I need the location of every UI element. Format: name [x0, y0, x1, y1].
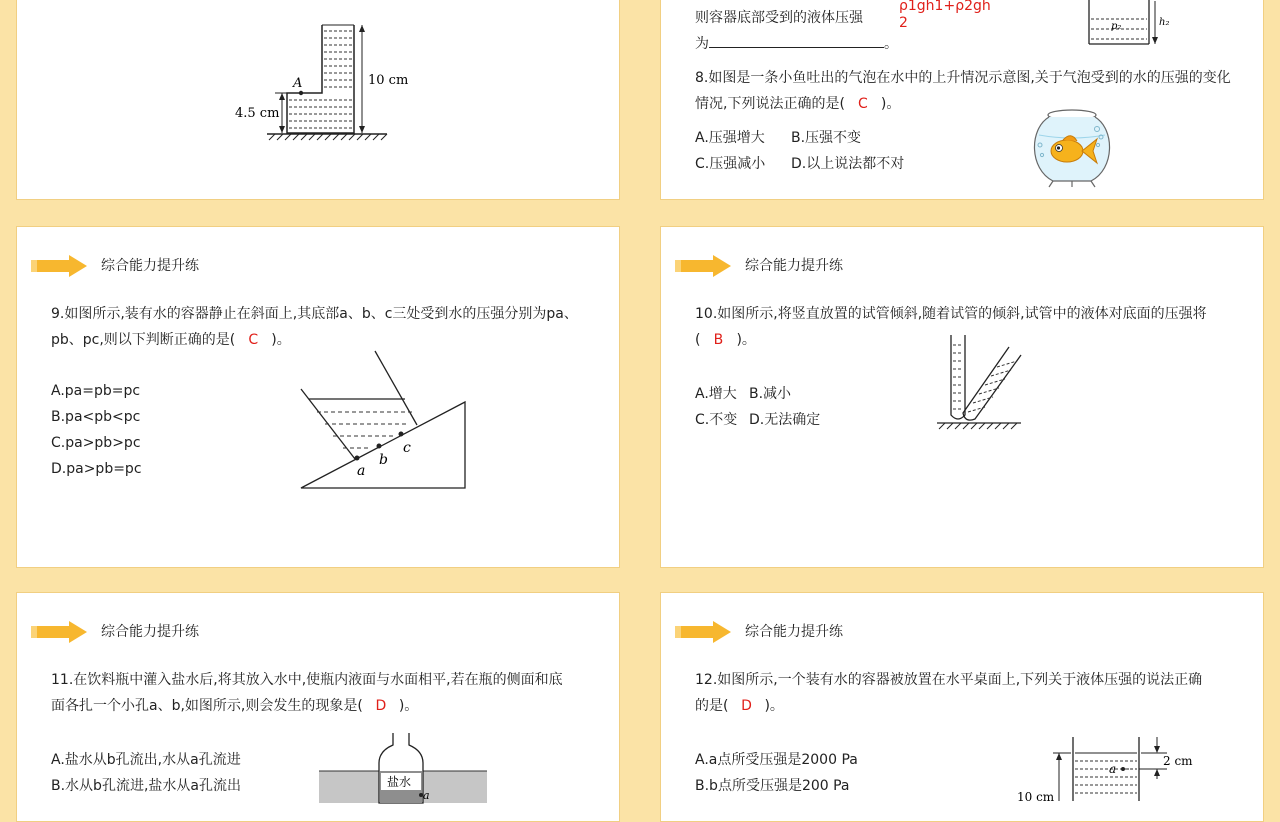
arrow-right-icon: [31, 255, 87, 277]
q12-text-line1: 12.如图所示,一个装有水的容器被放置在水平桌面上,下列关于液体压强的说法正确: [695, 672, 1203, 688]
arrow-right-icon: [675, 621, 731, 643]
slide-q10: [660, 226, 1264, 568]
point-b-label: b: [379, 452, 388, 468]
slide-q11: [16, 592, 620, 822]
q11-option-a: A.盐水从b孔流出,水从a孔流进: [51, 752, 241, 768]
q11-answer: D: [375, 698, 387, 714]
q9-text-line1: 9.如图所示,装有水的容器静止在斜面上,其底部a、b、c三处受到水的压强分别为pa、: [51, 306, 578, 322]
section-title: 综合能力提升练: [101, 624, 199, 640]
two-liquid-container-figure: [1081, 0, 1191, 47]
p2-label: p₂: [1111, 21, 1122, 32]
hole-a-label: a: [423, 789, 430, 802]
q10-option-c: C.不变: [695, 412, 738, 428]
q7-text-line2: 为 。: [695, 31, 898, 57]
q12-answer: D: [741, 698, 752, 714]
q9-option-a: A.pa=pb=pc: [51, 383, 141, 399]
q7-answer: ρ1gh1+ρ2gh 2: [899, 0, 991, 31]
section-title: 综合能力提升练: [745, 258, 843, 274]
bottle-in-water-figure: [317, 733, 489, 803]
q9-option-c: C.pa>pb>pc: [51, 435, 141, 451]
q12-option-a: A.a点所受压强是2000 Pa: [695, 752, 858, 768]
q8-option-a: A.压强增大: [695, 130, 765, 146]
q8-option-b: B.压强不变: [791, 130, 862, 146]
slide-q12: [660, 592, 1264, 822]
q9-answer: C: [248, 332, 259, 348]
water-container-figure: [1017, 731, 1217, 804]
q10-option-d: D.无法确定: [749, 412, 821, 428]
arrow-right-icon: [31, 621, 87, 643]
q8-option-d: D.以上说法都不对: [791, 156, 905, 172]
q11-text-line1: 11.在饮料瓶中灌入盐水后,将其放入水中,使瓶内液面与水面相平,若在瓶的侧面和底: [51, 672, 563, 688]
height-10cm-label: 10 cm: [368, 73, 409, 88]
q10-answer: B: [713, 332, 724, 348]
l-shaped-container-figure: [237, 21, 427, 146]
q8-answer: C: [858, 96, 868, 112]
q10-option-a: A.增大: [695, 386, 737, 402]
q8-text-line2: 情况,下列说法正确的是( C )。: [695, 91, 900, 117]
q12-text-line2: 的是( D )。: [695, 693, 784, 719]
section-title: 综合能力提升练: [101, 258, 199, 274]
q11-option-b: B.水从b孔流进,盐水从a孔流出: [51, 778, 241, 794]
q12-option-b: B.b点所受压强是200 Pa: [695, 778, 850, 794]
point-a-label: a: [357, 463, 366, 479]
point-c-label: c: [403, 440, 411, 456]
slide-q9: [16, 226, 620, 568]
q10-text-line1: 10.如图所示,将竖直放置的试管倾斜,随着试管的倾斜,试管中的液体对底面的压强将: [695, 306, 1207, 322]
q9-option-b: B.pa<pb<pc: [51, 409, 141, 425]
q8-option-c: C.压强减小: [695, 156, 766, 172]
incline-container-figure: [297, 347, 472, 492]
point-a-label: A: [293, 76, 303, 91]
q10-option-b: B.减小: [749, 386, 792, 402]
slide-top-left: [16, 0, 620, 200]
fish-bowl-image: [1027, 105, 1117, 189]
q7-text-line1: 则容器底部受到的液体压强: [695, 10, 863, 26]
q9-option-d: D.pa>pb=pc: [51, 461, 142, 477]
height-10cm-label: 10 cm: [1017, 790, 1055, 804]
section-title: 综合能力提升练: [745, 624, 843, 640]
slide-top-right: [660, 0, 1264, 200]
height-4-5cm-label: 4.5 cm: [235, 106, 280, 121]
point-a-label: a: [1109, 762, 1117, 776]
q11-text-line2: 面各扎一个小孔a、b,如图所示,则会发生的现象是( D )。: [51, 693, 418, 719]
arrow-right-icon: [675, 255, 731, 277]
depth-2cm-label: 2 cm: [1163, 754, 1193, 768]
salt-water-label: 盐水: [387, 775, 412, 789]
q8-text-line1: 8.如图是一条小鱼吐出的气泡在水中的上升情况示意图,关于气泡受到的水的压强的变化: [695, 70, 1231, 86]
test-tubes-figure: [937, 335, 1027, 433]
q9-text-line2: pb、pc,则以下判断正确的是( C )。: [51, 327, 291, 353]
h2-label: h₂: [1159, 17, 1170, 28]
q7-answer-blank: [709, 33, 884, 48]
q10-text-line2: ( B )。: [695, 327, 756, 353]
